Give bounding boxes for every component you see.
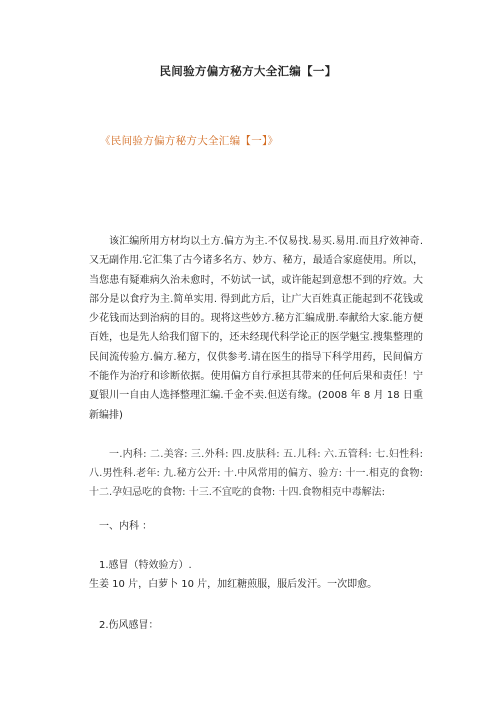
intro-paragraph [89,232,423,425]
date-note: (2008 年 8 月 18 日重新编排) [89,390,423,421]
item-heading: 1.感冒（特效验方）. [99,560,192,571]
intro-text: 该汇编所用方材均以土方.偏方为主.不仅易找.易买.易用.而且疗效神奇.又无副作用.它汇集了古今诸多名方、妙方、秘方，最适合家庭使用。所以，当您患有疑难病久治未愈时，不妨试一试，或许能起到意想不到的疗效。大部分是以食疗为主.简单实用. 得到此方后，让广大百姓真正能起到不花钱或少花钱而达到治病的目的。现将这些妙方.秘方汇编成册.奉献给大家.能方便百姓，也是先人给我们留下的，还未经现代科学论正的医学魁宝.搜集整理的民间流传验方.偏方.秘方，仅供参考.请在医生的指导下科学用药，民间偏方不能作为治疗和诊断依据。使用偏方自行承担其带来的任何后果和责任！宁夏银川一自由人选择整理汇编.千金不卖.但送有缘。 [89,236,423,402]
item-heading: 2.伤风感冒： [99,620,159,631]
page-title: 民间验方偏方秘方大全汇编【一】 [159,64,337,78]
table-of-contents: 一.内科: 二.美容: 三.外科: 四.皮肤科: 五.儿科: 六.五管科: 七.妇性科: 八.男性科.老年: 九.秘方公开: 十.中风常用的偏方、验方: 十一.相克的食物: 十二.孕妇忌吃的食物: 十三.不宜吃的食物: 十四.食物相克中毒解法: [89,449,423,498]
document-subtitle: 《民间验方偏方秘方大全汇编【一】》 [100,135,279,147]
item-body: 生姜 10 片，白萝卜 10 片，加红糖煎服，服后发汗。一次即愈。 [89,579,378,590]
section-heading: 一、内科 ： [99,521,153,532]
